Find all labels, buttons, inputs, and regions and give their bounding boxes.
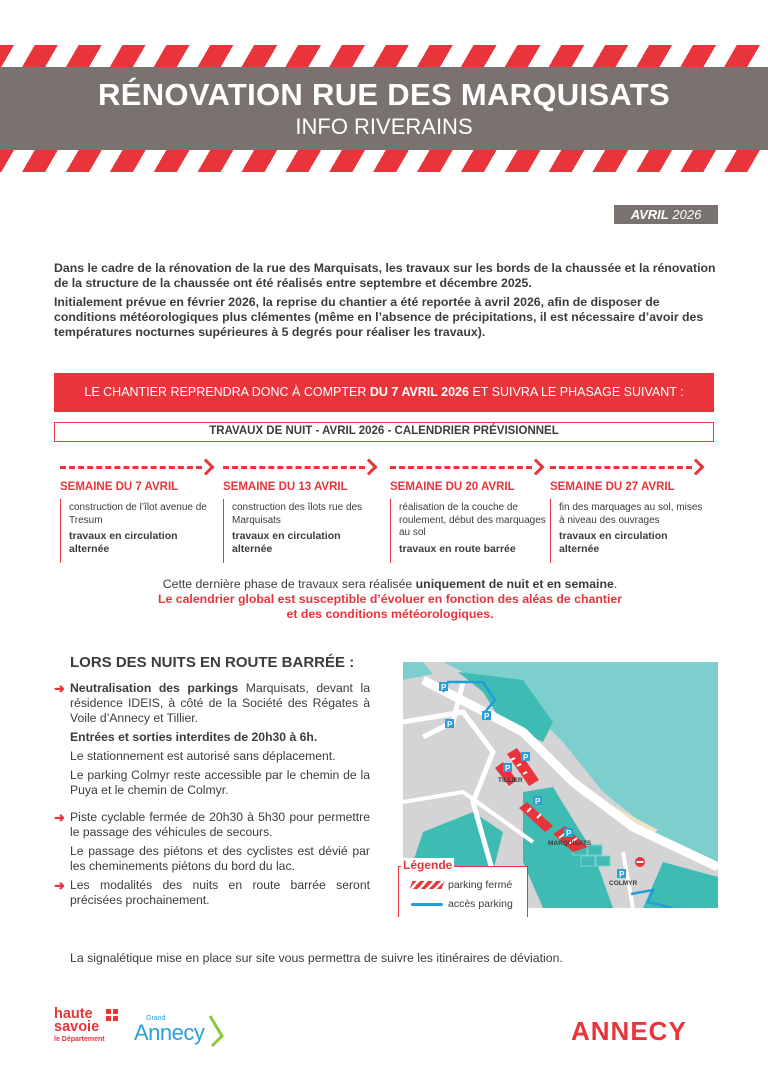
item-text: Les modalités des nuits en route barrée seront précisées prochainement. [70,878,370,907]
annecy-logo: ANNECY [571,1016,687,1046]
header-banner [0,67,768,150]
week-traffic-mode: travaux en circulation alternée [69,530,178,555]
svg-text:P: P [523,753,529,762]
week-description: réalisation de la couche de roulement, début des marquages au sol [399,502,546,538]
svg-text:P: P [484,712,490,721]
legend-title: Légende [403,858,453,872]
week-traffic-mode: travaux en route barrée [399,542,516,555]
legend-access-label: accès parking [448,898,513,910]
week-card [223,458,383,563]
restart-banner-after: ET SUIVRA LE PHASAGE SUIVANT : [468,385,684,399]
week-label: SEMAINE DU 13 AVRIL [223,481,348,493]
closed-road-item [54,810,370,874]
dashed-arrow-icon [60,458,220,476]
page-title: RÉNOVATION RUE DES MARQUISATS [98,77,670,112]
hazard-stripes-bottom [0,150,768,172]
week-label: SEMAINE DU 7 AVRIL [60,481,179,493]
svg-text:P: P [505,764,511,773]
arrow-right-icon: ➜ [54,810,65,825]
hazard-stripes-top [0,45,768,67]
map-legend [398,858,528,917]
item-sub: Le stationnement est autorisé sans déplacement. [70,749,336,763]
svg-text:P: P [619,870,625,879]
intro-paragraph-1: Dans le cadre de la rénovation de la rue des Marquisats, les travaux sur les bords de la chaussée et la rénovation de la structure de la chaussée ont été réalisés entre septembre et décembre 2025. [54,261,716,290]
svg-text:P: P [447,720,453,729]
svg-text:P: P [566,829,572,838]
week-card [550,458,710,563]
week-traffic-mode: travaux en circulation alternée [559,530,668,555]
green-chevron-icon [208,1014,224,1048]
svg-text:COLMYR: COLMYR [609,880,638,887]
logo-text: Annecy [134,1020,205,1045]
logo-text: le Département [54,1036,105,1043]
warning-line-2: et des conditions météorologiques. [286,607,494,621]
restart-banner [54,373,714,412]
item-text: Marquisats, devant la résidence IDEIS, à côté de la Société des Régates à Voile d’Annecy et Tillier. [70,681,370,725]
week-description: construction des îlots rue des Marquisats [232,502,363,526]
footer-note: La signalétique mise en place sur site vous permettra de suivre les itinéraires de déviation. [70,951,563,965]
item-sub: Le passage des piétons et des cyclistes est dévié par les cheminements piétons du bord du lac. [70,844,370,873]
item-bold: Neutralisation des parkings [70,681,239,695]
schedule-note [100,577,680,622]
legend-closed-label: parking fermé [448,879,513,891]
svg-text:P: P [441,683,447,692]
note-end: . [613,577,618,591]
intro-text [54,261,722,344]
week-description: construction de l’îlot avenue de Tresum [69,502,207,526]
note-text: Cette dernière phase de travaux sera réalisée [162,577,416,591]
logo-text: haute [54,1006,93,1022]
restart-banner-before: LE CHANTIER REPRENDRA DONC À COMPTER [84,385,370,399]
logo-text: Grand [146,1015,166,1022]
hatched-swatch-icon [410,881,445,889]
intro-paragraph-2: Initialement prévue en février 2026, la reprise du chantier a été reportée à avril 2026, afin de disposer de conditions météorologiques plus clémentes (même en l’absence de précipitations, il est nécessaire d’avoir des températures nocturnes supérieures à 5 degrés pour réaliser les travaux). [54,295,704,339]
closed-road-item [54,878,370,908]
item-text: Piste cyclable fermée de 20h30 à 5h30 pour permettre le passage des véhicules de secours. [70,810,370,839]
dashed-arrow-icon [223,458,383,476]
week-card [60,458,220,563]
week-label: SEMAINE DU 20 AVRIL [390,481,515,493]
svg-text:TILLIER: TILLIER [498,777,523,784]
grand-annecy-logo [132,1008,228,1050]
warning-line-1: Le calendrier global est susceptible d’évoluer en fonction des aléas de chantier [157,592,622,606]
arrow-right-icon: ➜ [54,681,65,696]
legend-access-parking [411,898,513,910]
week-card [390,458,550,563]
note-bold: uniquement de nuit et en semaine [415,577,614,591]
closed-road-section [54,654,370,912]
item-hours: Entrées et sorties interdites de 20h30 à 6h. [70,730,318,744]
logo-text: savoie [54,1019,100,1035]
svg-text:P: P [535,797,541,806]
line-swatch-icon [411,903,443,906]
section-heading: LORS DES NUITS EN ROUTE BARRÉE : [70,654,355,671]
svg-text:MARQUISATS: MARQUISATS [548,840,592,847]
savoie-cross-icon [106,1009,118,1021]
date-badge [614,205,718,224]
arrow-right-icon: ➜ [54,878,65,893]
dashed-arrow-icon [550,458,710,476]
week-description: fin des marquages au sol, mises à niveau des ouvrages [559,502,703,526]
calendar-title: TRAVAUX DE NUIT - AVRIL 2026 - CALENDRIER PRÉVISIONNEL [54,422,714,442]
closed-road-item [54,681,370,798]
date-month: AVRIL [630,207,669,222]
week-timeline [60,458,720,568]
haute-savoie-logo [54,1008,120,1050]
week-label: SEMAINE DU 27 AVRIL [550,481,675,493]
page-subtitle: INFO RIVERAINS [295,114,473,139]
legend-closed-parking [411,879,512,891]
date-year: 2026 [672,207,702,222]
restart-banner-date: DU 7 AVRIL 2026 [369,385,469,399]
week-traffic-mode: travaux en circulation alternée [232,530,341,555]
item-sub: Le parking Colmyr reste accessible par le chemin de la Puya et le chemin de Colmyr. [70,768,370,797]
dashed-arrow-icon [390,458,550,476]
